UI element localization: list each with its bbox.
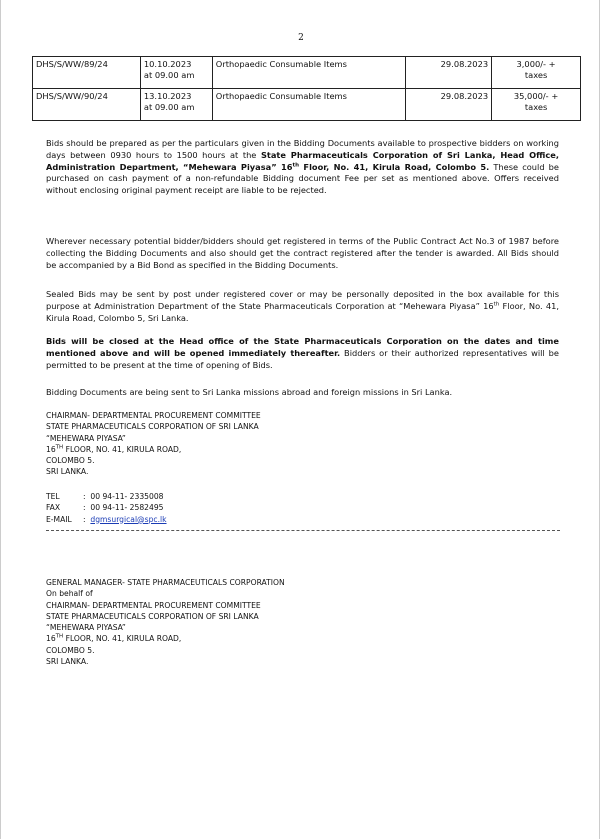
fee-value: 35,000/- + [513, 91, 559, 101]
table-row [33, 89, 581, 121]
address-line: STATE PHARMACEUTICALS CORPORATION OF SRI LANKA [46, 611, 259, 621]
address-line: COLOMBO 5. [46, 456, 95, 466]
closing-cell [140, 89, 212, 121]
address-line: SRI LANKA. [46, 467, 89, 477]
address-line [46, 444, 261, 455]
para5-text: Bidding Documents are being sent to Sri Lanka missions abroad and foreign missions in Sri Lanka. [46, 387, 453, 397]
pub-date-cell: 29.08.2023 [406, 57, 492, 89]
paragraph-bid-preparation [46, 138, 559, 197]
tel-row: TEL : 00 94-11- 2335008 [46, 492, 164, 501]
para4-text: Bidders or their authorized representatives will be permitted to be present at the time of opening of Bids. [46, 348, 559, 371]
address-line: “MEHEWARA PIYASA” [46, 623, 126, 633]
ref-cell: DHS/S/WW/89/24 [33, 57, 141, 89]
address-line: CHAIRMAN- DEPARTMENTAL PROCUREMENT COMMITTEE [46, 600, 261, 610]
email-row: E-MAIL : dgmsurgical@spc.lk [46, 514, 167, 524]
closing-cell [140, 57, 212, 89]
tender-table [32, 56, 581, 121]
closing-time: at 09.00 am [143, 69, 195, 80]
address-floor: 16 [46, 444, 56, 454]
address-line [46, 633, 285, 644]
paragraph-closing [46, 335, 559, 372]
address-line: CHAIRMAN- DEPARTMENTAL PROCUREMENT COMMITTEE [46, 411, 261, 420]
para4-bold: Bids will be closed at the Head office of the State Pharmaceuticals Corporation on the dates and time mentioned above and will be opened immediately thereafter. [46, 336, 559, 359]
fax-row: FAX : 00 94-11- 2582495 [46, 503, 164, 513]
address-floor-sup: TH [55, 633, 64, 640]
address-line: “MEHEWARA PIYASA” [46, 433, 126, 443]
paragraph-missions [46, 387, 559, 399]
para2-text: Wherever necessary potential bidder/bidders should get registered in terms of the Public Contract Act No.3 of 1987 before collecting the Bidding Documents and also should get the contract registered after the tender is awarded. All Bids should be accompanied by a Bid Bond as specified in the Bidding Documents. [46, 236, 559, 270]
closing-time: at 09.00 am [143, 101, 195, 112]
para1-bold: State Pharmaceuticals Corporation of Sri Lanka, Head Office, Administration Department, “Mehewara Piyasa” 16 [46, 149, 559, 172]
email-link[interactable]: dgmsurgical@spc.lk [90, 514, 167, 524]
fee-cell [492, 89, 581, 121]
para1-text: Bids should be prepared as per the particulars given in the Bidding Documents available to prospective bidders on working days between 0930 hours to 1500 hours at the [46, 138, 559, 160]
dashed-separator [46, 530, 560, 531]
fee-suffix: taxes [524, 101, 548, 112]
tel-value: 00 94-11- 2335008 [90, 492, 164, 501]
page-number: 2 [298, 33, 304, 43]
address-floor: 16 [46, 634, 56, 644]
paragraph-registration [46, 236, 559, 271]
address-street: FLOOR, NO. 41, KIRULA ROAD, [63, 634, 182, 644]
fee-cell [492, 57, 581, 89]
ref-cell: DHS/S/WW/90/24 [33, 89, 141, 121]
table-row [33, 57, 581, 89]
address-line: SRI LANKA. [46, 657, 89, 667]
address-line: On behalf of [46, 589, 93, 599]
item-cell: Orthopaedic Consumable Items [212, 57, 405, 89]
tel-label: TEL [46, 492, 60, 501]
fax-value: 00 94-11- 2582495 [90, 503, 164, 513]
fax-label: FAX [46, 503, 61, 513]
item-cell: Orthopaedic Consumable Items [212, 89, 405, 121]
fee-value: 3,000/- + [516, 59, 556, 69]
email-label: E-MAIL [46, 514, 72, 524]
address-block-2 [46, 577, 285, 667]
address-line: GENERAL MANAGER- STATE PHARMACEUTICALS CORPORATION [46, 578, 285, 587]
fee-suffix: taxes [524, 69, 548, 80]
para1-sup: th [292, 161, 300, 168]
closing-date: 13.10.2023 [143, 91, 192, 101]
address-line: COLOMBO 5. [46, 645, 95, 655]
address-block-1 [46, 410, 261, 478]
para3-text: Sealed Bids may be sent by post under registered cover or may be personally deposited in the box available for this purpose at Administration Department of the State Pharmaceuticals Corporation at “Mehewara Piyasa” 16 [46, 289, 559, 311]
contact-block [46, 491, 167, 525]
para1-text-end: These could be purchased on cash payment of a non-refundable Bidding document Fee per set as mentioned above. Offers received without enclosing original payment receipt are liable to be rejected. [46, 161, 559, 196]
para3-text-end: Floor, No. 41, Kirula Road, Colombo 5, Sri Lanka. [46, 300, 559, 323]
address-floor-sup: TH [55, 444, 64, 451]
address-line: STATE PHARMACEUTICALS CORPORATION OF SRI LANKA [46, 422, 259, 432]
address-street: FLOOR, NO. 41, KIRULA ROAD, [63, 444, 182, 454]
paragraph-sealed-bids [46, 289, 559, 324]
closing-date: 10.10.2023 [143, 59, 192, 69]
para3-sup: th [493, 301, 500, 308]
para1-bold-address: Floor, No. 41, Kirula Road, Colombo 5. [299, 161, 490, 172]
pub-date-cell: 29.08.2023 [406, 89, 492, 121]
